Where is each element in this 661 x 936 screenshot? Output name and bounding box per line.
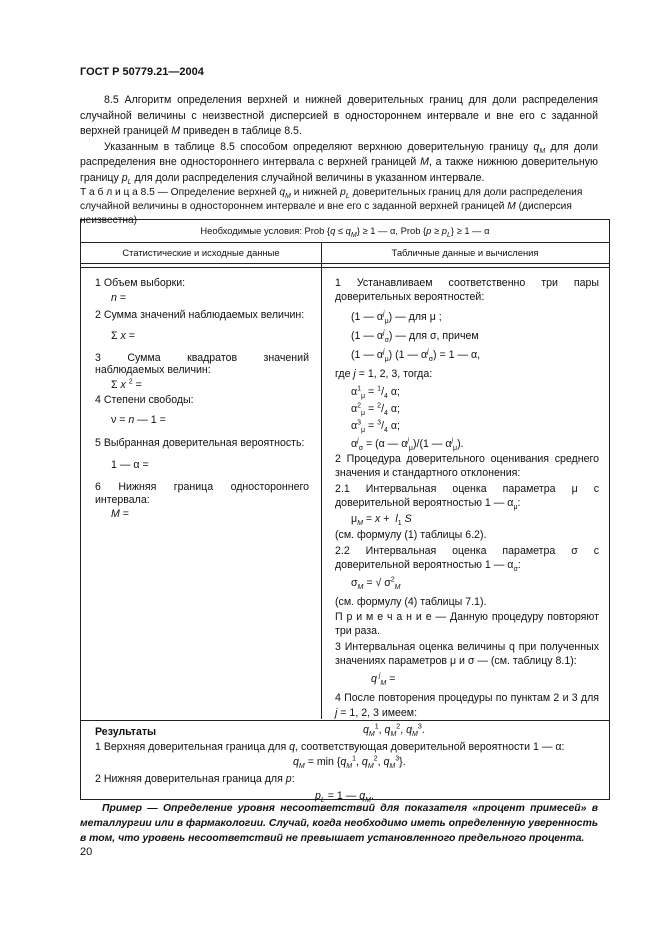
- right-column: [335, 276, 599, 737]
- item-lower-bound-value: M =: [111, 507, 129, 520]
- step-4-formula: $q_M^1$, $q_M^2$, $q_M^3$.: [363, 723, 425, 739]
- paragraph-bounds-text: Указанным в таблице 8.5 способом определяют верхнюю доверительную границу $q_M$ для доли распределения вне одностороннего интервала с верхней границей M, а также нижнюю доверительную границу $p_L$ для доли распределения случайной величины в указанном интервале.: [80, 140, 598, 186]
- table-divider: [81, 720, 609, 721]
- step-3: 3 Интервальная оценка величины q при полученных значениях параметров μ и σ — (см. таблицу 8.1):: [335, 640, 599, 667]
- table-caption: Т а б л и ц а 8.5 — Определение верхней $q_M$ и нижней $p_L$ доверительных границ для доли распределения случайной величины в одностороннем интервале и вне его с заданной верхней границей M (дисперсия неизвестна): [80, 187, 583, 226]
- step-2-2-formula: $\sigma_M$ = √ $\sigma^2_M$: [351, 576, 401, 592]
- table-conditions: Необходимые условия: Prob $\{q \le q_M\} \ge 1$ — α, Prob $\{p \ge p_L\} \ge 1$ — α: [200, 225, 490, 239]
- step-1-mu: (1 — $\alpha^j_\mu$) — для μ ;: [351, 310, 442, 325]
- paragraph-8-5-text: 8.5 Алгоритм определения верхней и нижней доверительных границ для доли распределения случайной величины с неизвестной дисперсией в одностороннем интервале и вне его с заданной верхней границей M приведен в таблице 8.5.: [80, 94, 598, 137]
- paragraph-bounds: [80, 140, 598, 187]
- results-section: [95, 725, 595, 804]
- note: П р и м е ч а н и е — Данную процедуру повторяют три раза.: [335, 610, 599, 638]
- item-sample-size-value: n =: [111, 291, 127, 304]
- step-2-1-ref: (см. формулу (1) таблицы 6.2).: [335, 529, 487, 542]
- step-2: 2 Процедура доверительного оценивания среднего значения и стандартного отклонения:: [335, 452, 599, 480]
- table-divider: [81, 267, 609, 268]
- page-number: 20: [80, 846, 93, 858]
- item-sum-squares-value: Σ x $^2$ =: [111, 378, 142, 391]
- step-1-sigma: (1 — $\alpha^j_\sigma$) — для σ, причем: [351, 329, 479, 344]
- result-lower: 2 Нижняя доверительная граница для p:: [95, 772, 295, 785]
- step-4: 4 После повторения процедуры по пунктам 2 и 3 для j = 1, 2, 3 имеем:: [335, 692, 599, 719]
- step-1-product: (1 — $\alpha^j_\mu$) (1 — $\alpha^j_\sigma) = 1$ — α,: [351, 348, 481, 364]
- result-upper-formula: $q_M = \min \{q_M^1$, $q_M^2$, $q_M^3$}.: [293, 755, 406, 771]
- step-2-2: 2.2 Интервальная оценка параметра σ с доверительной вероятностью 1 — $\alpha_\sigma$:: [335, 544, 599, 574]
- results-title: Результаты: [95, 726, 157, 738]
- left-column: [95, 276, 309, 521]
- item-degrees: 4 Степени свободы:: [95, 393, 194, 406]
- col-header-right: Табличные данные и вычисления: [391, 247, 539, 258]
- intro-text: [80, 93, 598, 186]
- item-sum-value: Σ x =: [111, 329, 135, 342]
- item-degrees-value: ν = n — 1 =: [111, 414, 166, 426]
- alpha-2: $\alpha^2_\mu = ^2/_4$ α;: [351, 402, 400, 418]
- item-confidence: 5 Выбранная доверительная вероятность:: [95, 436, 305, 449]
- col-header-left: Статистические и исходные данные: [122, 247, 280, 258]
- item-confidence-value: 1 — α =: [111, 459, 149, 471]
- result-lower-formula: $p_L = 1$ — $q_M$.: [315, 790, 374, 805]
- paragraph-8-5: [80, 93, 598, 140]
- alpha-1: $\alpha^1_\mu = ^1/_4$ α;: [351, 385, 400, 400]
- table-column-divider: [321, 242, 322, 719]
- step-1-where: где j = 1, 2, 3, тогда:: [335, 368, 433, 381]
- step-1: 1 Устанавливаем соответственно три пары доверительных вероятностей:: [335, 277, 599, 304]
- item-sum-squares: 3 Сумма квадратов значений наблюдаемых величин:: [95, 352, 309, 376]
- table-8-5: [80, 219, 610, 805]
- item-sample-size: 1 Объем выборки:: [95, 277, 186, 289]
- table-divider: [81, 263, 609, 264]
- item-lower-bound: 6 Нижняя граница одностороннего интервала:: [95, 480, 309, 506]
- table-divider: [81, 242, 609, 243]
- result-upper: 1 Верхняя доверительная граница для q, соответствующая доверительной вероятности 1 — α:: [95, 740, 565, 753]
- step-2-2-ref: (см. формулу (4) таблицы 7.1).: [335, 595, 487, 608]
- document-header: ГОСТ Р 50779.21—2004: [80, 66, 204, 78]
- example-text: Пример — Определение уровня несоответствий для показателя «процент примесей» в металлургии или в фармакологии. Случай, когда необходимо иметь определенную уверенность в том, что уровень несоответствий не превышает установленного предельного процента.: [80, 803, 598, 844]
- step-2-1: 2.1 Интервальная оценка параметра μ с доверительной вероятностью 1 — $\alpha_\mu$:: [335, 482, 599, 511]
- step-3-formula: q $^j_M$ =: [371, 672, 396, 688]
- item-sum: 2 Сумма значений наблюдаемых величин:: [95, 309, 305, 321]
- alpha-3: $\alpha^3_\mu = ^3/_4$ α;: [351, 419, 400, 435]
- step-2-1-formula: $\mu_M = x + l_1$ S: [351, 513, 412, 528]
- alpha-sigma: $\alpha^j_\sigma = (\alpha$ — $\alpha^j_\mu)/(1$ — $\alpha^j_\mu$).: [351, 437, 464, 452]
